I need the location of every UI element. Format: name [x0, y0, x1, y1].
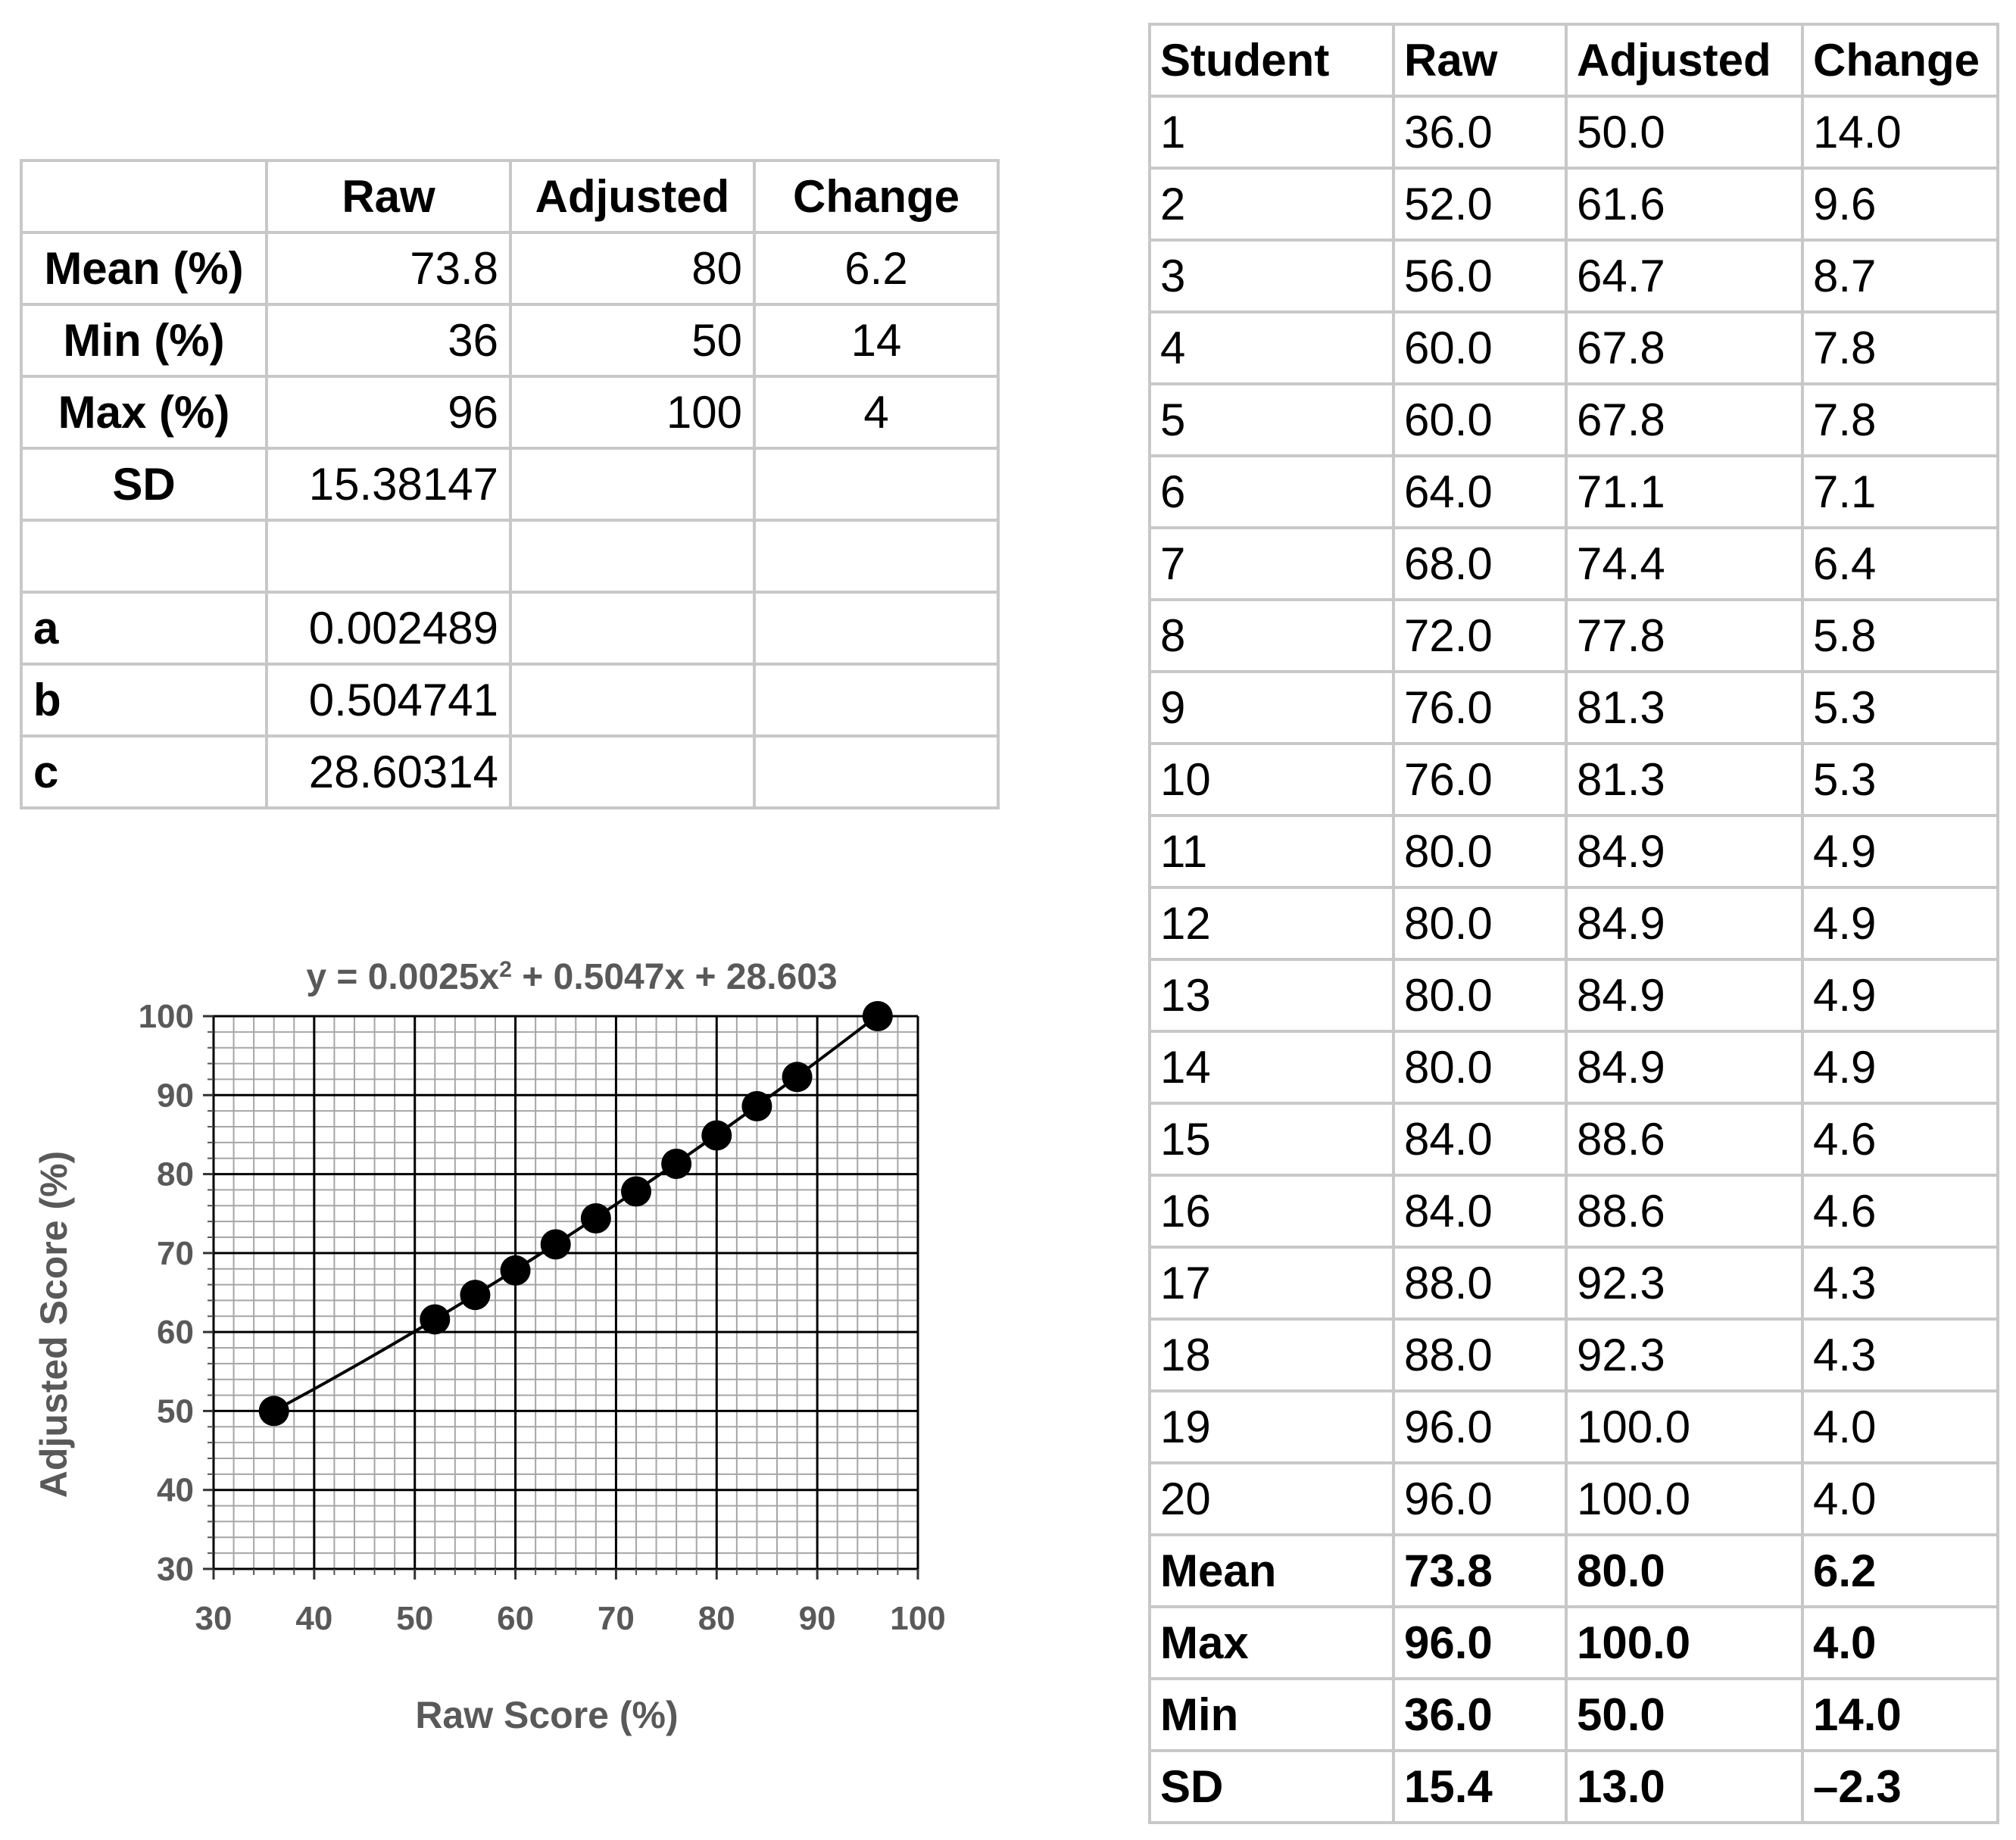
raw-cell: 96.0 — [1393, 1391, 1566, 1463]
students-table — [1148, 23, 1999, 1824]
change-cell: 4.0 — [1802, 1607, 1998, 1679]
summary-raw-value: 15.38147 — [267, 448, 510, 520]
y-tick-label: 30 — [157, 1551, 194, 1588]
change-cell: 6.4 — [1802, 528, 1998, 600]
adjusted-cell: 100.0 — [1566, 1607, 1802, 1679]
adjusted-cell: 61.6 — [1566, 168, 1802, 240]
student-cell: 18 — [1150, 1319, 1393, 1391]
adjusted-cell: 50.0 — [1566, 1679, 1802, 1751]
student-cell: 19 — [1150, 1391, 1393, 1463]
raw-cell: 84.0 — [1393, 1103, 1566, 1175]
adjusted-cell: 100.0 — [1566, 1463, 1802, 1535]
raw-cell: 72.0 — [1393, 600, 1566, 672]
change-cell: –2.3 — [1802, 1751, 1998, 1823]
raw-cell: 60.0 — [1393, 312, 1566, 384]
x-tick-label: 90 — [798, 1600, 836, 1637]
raw-cell: 76.0 — [1393, 672, 1566, 744]
student-cell: 4 — [1150, 312, 1393, 384]
change-cell: 4.9 — [1802, 1031, 1998, 1103]
raw-cell: 88.0 — [1393, 1247, 1566, 1319]
x-tick-label: 70 — [597, 1600, 635, 1637]
summary-row-mean — [21, 232, 998, 304]
change-cell: 4.9 — [1802, 887, 1998, 959]
student-cell: Max — [1150, 1607, 1393, 1679]
adjusted-cell: 84.9 — [1566, 887, 1802, 959]
student-row — [1150, 887, 1998, 959]
student-cell: 11 — [1150, 816, 1393, 887]
adjusted-cell: 88.6 — [1566, 1103, 1802, 1175]
student-row — [1150, 1319, 1998, 1391]
student-row — [1150, 168, 1998, 240]
summary-row-max — [21, 376, 998, 448]
change-cell: 4.9 — [1802, 959, 1998, 1031]
student-cell: 9 — [1150, 672, 1393, 744]
summary-raw-value — [267, 520, 510, 592]
raw-cell: 52.0 — [1393, 168, 1566, 240]
adjusted-cell: 77.8 — [1566, 600, 1802, 672]
student-row — [1150, 240, 1998, 312]
summary-row-b — [21, 664, 998, 736]
summary-raw-value: 28.60314 — [267, 736, 510, 808]
data-point — [501, 1255, 531, 1286]
summary-header-change: Change — [754, 161, 998, 232]
students-table-body — [1150, 24, 1998, 1823]
student-cell: 20 — [1150, 1463, 1393, 1535]
major-gridlines — [214, 1016, 918, 1569]
student-row — [1150, 384, 1998, 456]
raw-cell: 80.0 — [1393, 887, 1566, 959]
adjusted-cell: 84.9 — [1566, 959, 1802, 1031]
raw-cell: 84.0 — [1393, 1175, 1566, 1247]
student-cell: SD — [1150, 1751, 1393, 1823]
raw-cell: 73.8 — [1393, 1535, 1566, 1607]
summary-row-label: Min (%) — [21, 304, 267, 376]
y-axis-tick-labels — [139, 998, 194, 1588]
student-row — [1150, 672, 1998, 744]
student-row — [1150, 816, 1998, 887]
student-cell: 2 — [1150, 168, 1393, 240]
summary-row-min — [21, 304, 998, 376]
student-cell: 17 — [1150, 1247, 1393, 1319]
data-point — [581, 1203, 611, 1233]
summary-adjusted-value — [510, 592, 754, 664]
x-tick-label: 50 — [396, 1600, 434, 1637]
adjusted-cell: 100.0 — [1566, 1391, 1802, 1463]
student-row — [1150, 456, 1998, 528]
student-row — [1150, 1031, 1998, 1103]
raw-cell: 36.0 — [1393, 96, 1566, 168]
student-row — [1150, 1247, 1998, 1319]
summary-adjusted-value: 50 — [510, 304, 754, 376]
summary-change-value: 4 — [754, 376, 998, 448]
change-cell: 7.1 — [1802, 456, 1998, 528]
x-tick-label: 30 — [195, 1600, 232, 1637]
students-header-raw: Raw — [1393, 24, 1566, 96]
summary-change-value — [754, 664, 998, 736]
change-cell: 14.0 — [1802, 1679, 1998, 1751]
adjusted-cell: 71.1 — [1566, 456, 1802, 528]
change-cell: 6.2 — [1802, 1535, 1998, 1607]
student-row — [1150, 528, 1998, 600]
adjusted-cell: 67.8 — [1566, 384, 1802, 456]
y-axis-title: Adjusted Score (%) — [33, 1150, 75, 1499]
summary-raw-value: 0.504741 — [267, 664, 510, 736]
raw-cell: 80.0 — [1393, 816, 1566, 887]
summary-adjusted-value: 80 — [510, 232, 754, 304]
raw-cell: 80.0 — [1393, 1031, 1566, 1103]
summary-change-value: 14 — [754, 304, 998, 376]
summary-raw-value: 36 — [267, 304, 510, 376]
raw-cell: 80.0 — [1393, 959, 1566, 1031]
raw-cell: 36.0 — [1393, 1679, 1566, 1751]
students-header-student: Student — [1150, 24, 1393, 96]
student-row — [1150, 1463, 1998, 1535]
summary-raw-value: 0.002489 — [267, 592, 510, 664]
adjusted-cell: 88.6 — [1566, 1175, 1802, 1247]
x-tick-label: 40 — [295, 1600, 333, 1637]
raw-cell: 64.0 — [1393, 456, 1566, 528]
data-point — [621, 1177, 651, 1207]
summary-row-label: b — [21, 664, 267, 736]
change-cell: 5.8 — [1802, 600, 1998, 672]
students-header-row — [1150, 24, 1998, 96]
stats-row — [1150, 1535, 1998, 1607]
student-cell: 16 — [1150, 1175, 1393, 1247]
data-point — [701, 1120, 732, 1150]
change-cell: 7.8 — [1802, 312, 1998, 384]
raw-cell: 68.0 — [1393, 528, 1566, 600]
adjusted-cell: 67.8 — [1566, 312, 1802, 384]
minor-gridlines — [214, 1016, 918, 1569]
student-row — [1150, 744, 1998, 816]
change-cell: 4.0 — [1802, 1463, 1998, 1535]
student-cell: 1 — [1150, 96, 1393, 168]
student-row — [1150, 959, 1998, 1031]
summary-row-label: a — [21, 592, 267, 664]
summary-header-blank — [21, 161, 267, 232]
summary-change-value: 6.2 — [754, 232, 998, 304]
summary-adjusted-value — [510, 448, 754, 520]
y-tick-label: 100 — [138, 998, 194, 1035]
x-tick-label: 60 — [497, 1600, 535, 1637]
y-tick-label: 40 — [157, 1471, 194, 1509]
raw-cell: 96.0 — [1393, 1607, 1566, 1679]
student-row — [1150, 1391, 1998, 1463]
student-cell: 7 — [1150, 528, 1393, 600]
adjusted-cell: 64.7 — [1566, 240, 1802, 312]
student-cell: 8 — [1150, 600, 1393, 672]
adjusted-cell: 13.0 — [1566, 1751, 1802, 1823]
summary-row-blank — [21, 520, 998, 592]
raw-cell: 15.4 — [1393, 1751, 1566, 1823]
summary-row-label: Mean (%) — [21, 232, 267, 304]
y-tick-label: 90 — [157, 1077, 194, 1115]
student-cell: Mean — [1150, 1535, 1393, 1607]
summary-row-sd — [21, 448, 998, 520]
summary-raw-value: 96 — [267, 376, 510, 448]
change-cell: 4.3 — [1802, 1247, 1998, 1319]
change-cell: 4.9 — [1802, 816, 1998, 887]
summary-change-value — [754, 592, 998, 664]
adjusted-cell: 84.9 — [1566, 1031, 1802, 1103]
stats-row — [1150, 1679, 1998, 1751]
summary-row-label: SD — [21, 448, 267, 520]
raw-cell: 76.0 — [1393, 744, 1566, 816]
summary-table — [20, 159, 1000, 809]
data-point — [541, 1229, 571, 1259]
x-tick-label: 80 — [697, 1600, 735, 1637]
y-tick-label: 50 — [157, 1392, 194, 1430]
summary-header-raw: Raw — [267, 161, 510, 232]
summary-header-adjusted: Adjusted — [510, 161, 754, 232]
summary-header-row — [21, 161, 998, 232]
students-header-adjusted: Adjusted — [1566, 24, 1802, 96]
student-cell: 14 — [1150, 1031, 1393, 1103]
chart-title: $y = 0.0025x^2 + 0.5047x + 28.603$ — [306, 957, 838, 997]
student-row — [1150, 1175, 1998, 1247]
summary-raw-value: 73.8 — [267, 232, 510, 304]
students-header-change: Change — [1802, 24, 1998, 96]
data-point — [863, 1001, 893, 1031]
summary-change-value — [754, 736, 998, 808]
adjusted-cell: 50.0 — [1566, 96, 1802, 168]
y-tick-label: 80 — [157, 1155, 194, 1193]
adjusted-cell: 84.9 — [1566, 816, 1802, 887]
summary-table-body — [21, 161, 998, 808]
y-tick-label: 70 — [157, 1234, 194, 1272]
change-cell: 4.3 — [1802, 1319, 1998, 1391]
student-cell: 15 — [1150, 1103, 1393, 1175]
change-cell: 9.6 — [1802, 168, 1998, 240]
axis-tick-marks — [203, 1016, 918, 1580]
student-row — [1150, 1103, 1998, 1175]
student-cell: 6 — [1150, 456, 1393, 528]
summary-row-label: c — [21, 736, 267, 808]
raw-cell: 60.0 — [1393, 384, 1566, 456]
change-cell: 8.7 — [1802, 240, 1998, 312]
change-cell: 14.0 — [1802, 96, 1998, 168]
change-cell: 4.6 — [1802, 1175, 1998, 1247]
raw-cell: 56.0 — [1393, 240, 1566, 312]
raw-cell: 96.0 — [1393, 1463, 1566, 1535]
change-cell: 7.8 — [1802, 384, 1998, 456]
data-point — [782, 1062, 813, 1092]
change-cell: 5.3 — [1802, 672, 1998, 744]
adjusted-cell: 81.3 — [1566, 744, 1802, 816]
summary-row-a — [21, 592, 998, 664]
adjusted-cell: 92.3 — [1566, 1319, 1802, 1391]
summary-change-value — [754, 448, 998, 520]
data-point — [460, 1280, 490, 1310]
student-row — [1150, 600, 1998, 672]
student-cell: 13 — [1150, 959, 1393, 1031]
data-point — [259, 1396, 289, 1426]
adjusted-cell: 81.3 — [1566, 672, 1802, 744]
y-tick-label: 60 — [157, 1314, 194, 1352]
student-cell: 3 — [1150, 240, 1393, 312]
summary-row-label — [21, 520, 267, 592]
x-axis-tick-labels — [195, 1600, 946, 1637]
change-cell: 4.0 — [1802, 1391, 1998, 1463]
summary-row-label: Max (%) — [21, 376, 267, 448]
summary-change-value — [754, 520, 998, 592]
raw-cell: 88.0 — [1393, 1319, 1566, 1391]
score-chart — [0, 931, 985, 1795]
student-row — [1150, 96, 1998, 168]
data-point — [661, 1149, 691, 1179]
adjusted-cell: 74.4 — [1566, 528, 1802, 600]
summary-adjusted-value — [510, 736, 754, 808]
change-cell: 5.3 — [1802, 744, 1998, 816]
adjusted-cell: 80.0 — [1566, 1535, 1802, 1607]
data-point — [741, 1091, 772, 1121]
summary-adjusted-value — [510, 664, 754, 736]
change-cell: 4.6 — [1802, 1103, 1998, 1175]
stats-row — [1150, 1751, 1998, 1823]
adjusted-cell: 92.3 — [1566, 1247, 1802, 1319]
x-axis-title: Raw Score (%) — [415, 1694, 679, 1736]
summary-adjusted-value: 100 — [510, 376, 754, 448]
stats-row — [1150, 1607, 1998, 1679]
student-cell: 5 — [1150, 384, 1393, 456]
student-cell: 10 — [1150, 744, 1393, 816]
student-cell: Min — [1150, 1679, 1393, 1751]
summary-row-c — [21, 736, 998, 808]
data-point — [420, 1304, 450, 1334]
student-cell: 12 — [1150, 887, 1393, 959]
summary-adjusted-value — [510, 520, 754, 592]
x-tick-label: 100 — [890, 1600, 946, 1637]
student-row — [1150, 312, 1998, 384]
